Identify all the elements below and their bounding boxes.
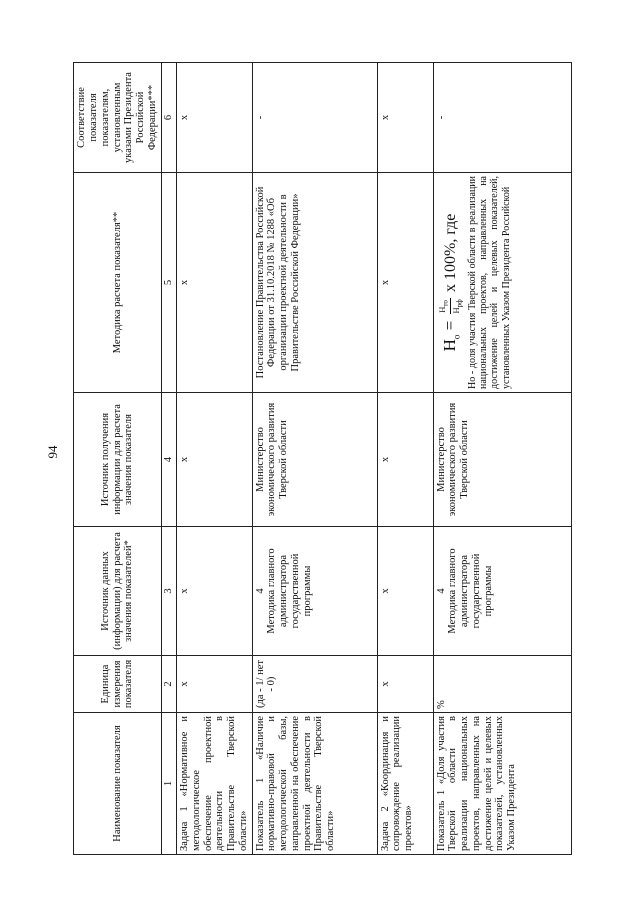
compliance-cell: х bbox=[177, 63, 253, 173]
method-cell: х bbox=[377, 173, 433, 393]
page-number: 94 bbox=[45, 445, 60, 459]
formula-numerator: Н bbox=[436, 306, 447, 313]
indicator-name: Задача 1 «Нормативное и методологическое обеспечение проектной деятельности в Правительстве Тверской области» bbox=[177, 713, 253, 855]
data-source-number: 4 bbox=[435, 588, 447, 594]
indicators-table bbox=[73, 62, 572, 855]
share-formula: $Н_о$ = $Н_{то}$ $Н_{рф}$ х 100%, где bbox=[436, 213, 464, 352]
column-number: 1 bbox=[162, 713, 177, 855]
info-source-cell: Министерство экономического развития Тверской области bbox=[433, 393, 572, 527]
data-source-cell: х bbox=[177, 527, 253, 656]
data-source-text: Методика главного администратора государственной программы bbox=[266, 548, 313, 634]
compliance-cell: - bbox=[433, 63, 572, 173]
column-number: 2 bbox=[162, 656, 177, 713]
header-info-source: Источник получения информации для расчета значения показателя bbox=[74, 393, 162, 527]
column-number: 4 bbox=[162, 393, 177, 527]
column-number: 3 bbox=[162, 527, 177, 656]
header-method: Методика расчета показателя** bbox=[74, 173, 162, 393]
table-row bbox=[377, 63, 433, 855]
data-source-text: Методика главного администратора государственной программы bbox=[447, 548, 494, 634]
table-row bbox=[252, 63, 377, 855]
formula-denominator-sub: рф bbox=[455, 299, 464, 308]
data-source-cell: х bbox=[377, 527, 433, 656]
unit-cell: (да - 1/ нет - 0) bbox=[252, 656, 377, 713]
info-source-cell: х bbox=[377, 393, 433, 527]
header-compliance: Соответствие показателя показателям, установленным указами Президента Российской Федерации*** bbox=[74, 63, 162, 173]
column-number-row bbox=[162, 63, 177, 855]
data-source-cell bbox=[252, 527, 377, 656]
unit-cell: х bbox=[377, 656, 433, 713]
indicator-name: Показатель 1 «Наличие нормативно-правовой и методологической базы, направленной на обеспечение проектной деятельности в Правительстве Тверской области» bbox=[252, 713, 377, 855]
table-row bbox=[177, 63, 253, 855]
rotated-table-wrapper bbox=[73, 63, 572, 855]
header-data-source: Источник данных (информации) для расчета значения показателей* bbox=[74, 527, 162, 656]
formula-denominator: Н bbox=[451, 307, 462, 314]
column-number: 6 bbox=[162, 63, 177, 173]
method-cell: Постановление Правительства Российской Федерации от 31.10.2018 № 1288 «Об организации проектной деятельности в Правительстве Российской Федерации» bbox=[252, 173, 377, 393]
unit-cell: % bbox=[433, 656, 572, 713]
formula-fraction bbox=[438, 298, 465, 314]
formula-note: Но - доля участия Тверской области в реализации национальных проектов, направленных на достижение целей и целевых показателей, установленных Указом Президента Российской bbox=[467, 176, 512, 389]
data-source-number: 4 bbox=[254, 588, 266, 594]
table-row bbox=[433, 63, 572, 855]
formula-numerator-sub: то bbox=[441, 300, 450, 307]
method-cell bbox=[433, 173, 572, 393]
formula-lhs-sub: о bbox=[451, 334, 462, 340]
compliance-cell: - bbox=[252, 63, 377, 173]
header-unit: Единица измерения показателя bbox=[74, 656, 162, 713]
column-number: 5 bbox=[162, 173, 177, 393]
formula-lhs: Н bbox=[439, 339, 459, 352]
formula-tail: х 100%, где bbox=[441, 213, 459, 292]
table-header-row bbox=[74, 63, 162, 855]
indicator-name: Задача 2 «Координация и сопровождение реализации проектов» bbox=[377, 713, 433, 855]
header-indicator-name: Наименование показателя bbox=[74, 713, 162, 855]
unit-cell: х bbox=[177, 656, 253, 713]
compliance-cell: х bbox=[377, 63, 433, 173]
method-cell: х bbox=[177, 173, 253, 393]
info-source-cell: Министерство экономического развития Тверской области bbox=[252, 393, 377, 527]
data-source-cell bbox=[433, 527, 572, 656]
indicator-name: Показатель 1 «Доля участия Тверской области в реализации национальных проектов, направленных на достижение целей и целевых показателей, установленных Указом Президента bbox=[433, 713, 572, 855]
info-source-cell: х bbox=[177, 393, 253, 527]
